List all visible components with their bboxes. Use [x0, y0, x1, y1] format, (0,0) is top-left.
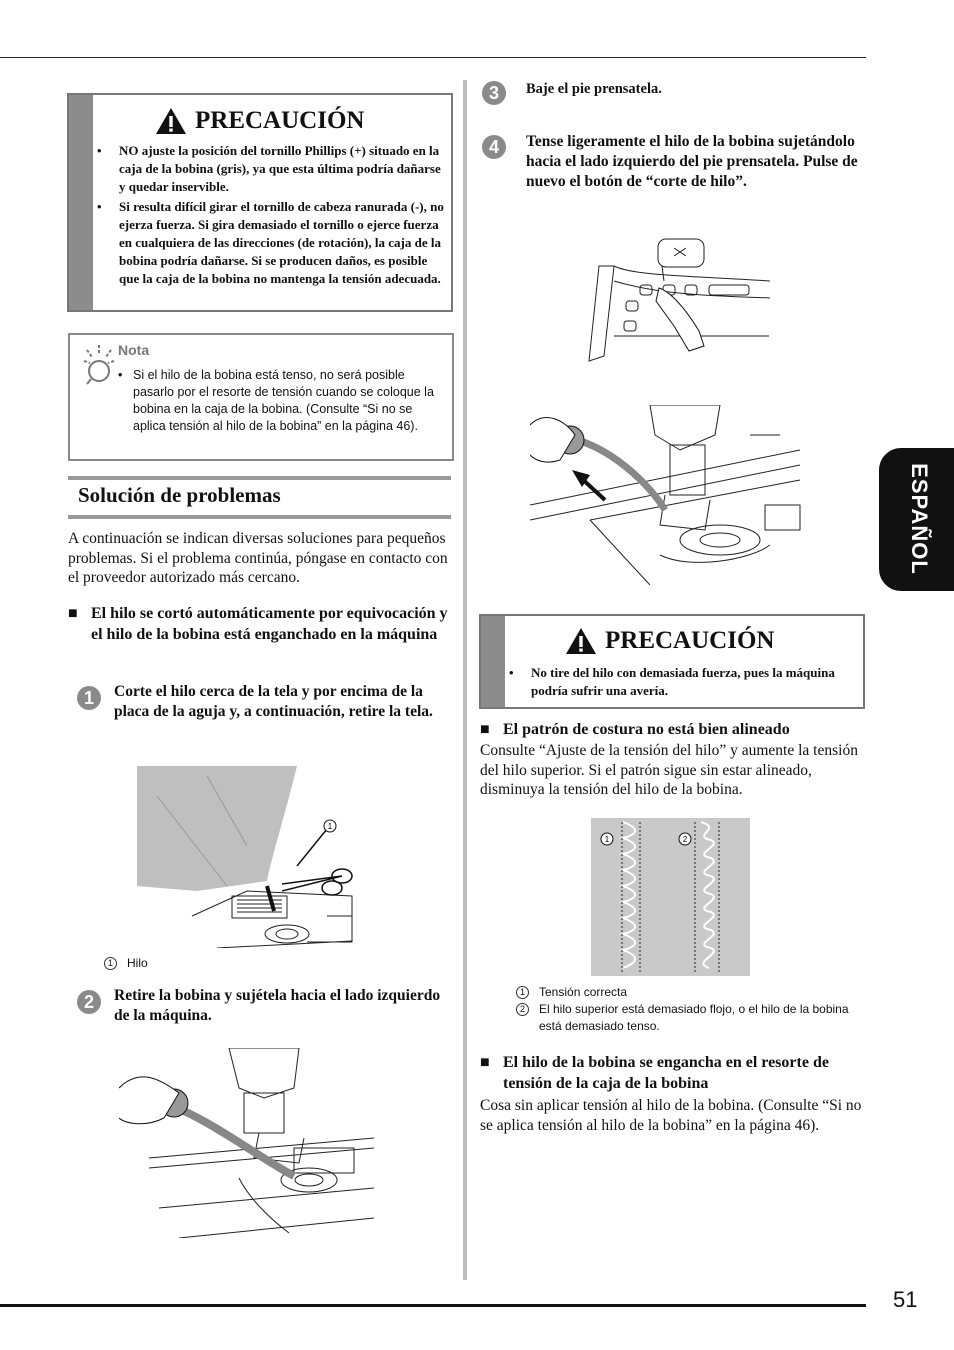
caution-box-2 — [479, 614, 865, 709]
section-heading — [68, 476, 451, 519]
step-number-4: 4 — [482, 135, 506, 159]
figure-callout: 1 — [327, 822, 333, 831]
language-tab[interactable] — [879, 448, 954, 591]
lightbulb-icon — [82, 341, 116, 385]
caution-title: PRECAUCIÓN — [155, 107, 364, 135]
step-text-2: Retire la bobina y sujétela hacia el lado izquierdo de la máquina. — [114, 987, 441, 1024]
figure-hold-bobbin — [119, 1048, 374, 1238]
language-tab-label: ESPAÑOL — [907, 463, 932, 575]
figure-caption-2b: 2 El hilo superior está demasiado flojo, o el hilo de la bobina está demasiado tenso. — [516, 1001, 866, 1035]
warning-icon — [155, 107, 187, 135]
caution-bar — [481, 616, 505, 707]
step-text-4: Tense ligeramente el hilo de la bobina sujetándolo hacia el lado izquierdo del pie prensatela. Pulse de nuevo el botón de “corte de hilo”. — [526, 133, 858, 190]
figure-pull-bobbin-thread — [530, 405, 810, 585]
caution-bar — [69, 95, 93, 310]
problem-heading-1: ■ El hilo se cortó automáticamente por equivocación y el hilo de la bobina está enganchado en la máquina — [68, 605, 448, 643]
figure-caption-2a: 1 Tensión correcta — [516, 984, 866, 1001]
caution-box-1 — [67, 93, 453, 312]
caution-item: • No tire del hilo con demasiada fuerza, pues la máquina podría sufrir una avería. — [531, 664, 841, 700]
caution-item: • Si resulta difícil girar el tornillo de cabeza ranurada (-), no ejerza fuerza. Si gira demasiado el tornillo o ejerce fuerza en cualquiera de las direcciones (de rotación), la caja de la bobina podría dañarse. Si se producen daños, es posible que la caja de la bobina no mantenga la tensión adecuada. — [119, 198, 445, 288]
note-bullet: • — [118, 368, 123, 382]
step-text-3: Baje el pie prensatela. — [526, 81, 662, 97]
problem-text-3: Cosa sin aplicar tensión al hilo de la bobina. (Consulte “Si no se aplica tensión al hilo de la bobina” en la página 46). — [480, 1097, 862, 1134]
problem-text-2: Consulte “Ajuste de la tensión del hilo” y aumente la tensión del hilo superior. Si el patrón sigue sin estar alineado, disminuya la tensión del hilo de la bobina. — [480, 742, 858, 798]
figure-cut-thread — [137, 766, 381, 948]
section-intro: A continuación se indican diversas soluciones para pequeños problemas. Si el problema continúa, póngase en contacto con el proveedor autorizado más cercano. — [68, 530, 448, 586]
note-box — [68, 333, 454, 461]
step-number-2: 2 — [77, 990, 101, 1014]
caution-item: • NO ajuste la posición del tornillo Phillips (+) situado en la caja de la bobina (gris), ya que esta última podría dañarse y quedar inservible. — [119, 142, 445, 196]
sample-callout-1: 1 — [604, 835, 610, 844]
note-label: Nota — [118, 342, 150, 358]
page-number: 51 — [893, 1287, 918, 1312]
figure-caption-1: 1 Hilo — [104, 955, 148, 972]
column-divider — [463, 80, 467, 1280]
bottom-rule — [0, 1304, 866, 1307]
step-number-1: 1 — [77, 686, 101, 710]
problem-heading-2: ■ El patrón de costura no está bien alineado — [480, 721, 790, 738]
caution-title: PRECAUCIÓN — [565, 627, 774, 655]
step-text-1: Corte el hilo cerca de la tela y por encima de la placa de la aguja y, a continuación, retire la tela. — [114, 683, 433, 720]
top-rule — [0, 57, 866, 58]
warning-icon — [565, 627, 597, 655]
figure-thread-cutter-button — [574, 236, 770, 376]
section-title: Solución de problemas — [78, 483, 281, 507]
sample-callout-2: 2 — [682, 835, 688, 844]
figure-stitch-samples — [591, 818, 750, 976]
note-text: Si el hilo de la bobina está tenso, no será posible pasarlo por el resorte de tensión cuando se coloque la bobina en la caja de la bobina. (Consulte “Si no se aplica tensión al hilo de la bobina” en la página 46). — [133, 368, 434, 433]
problem-heading-3: ■ El hilo de la bobina se engancha en el resorte de tensión de la caja de la bobina — [480, 1054, 829, 1092]
step-number-3: 3 — [482, 81, 506, 105]
